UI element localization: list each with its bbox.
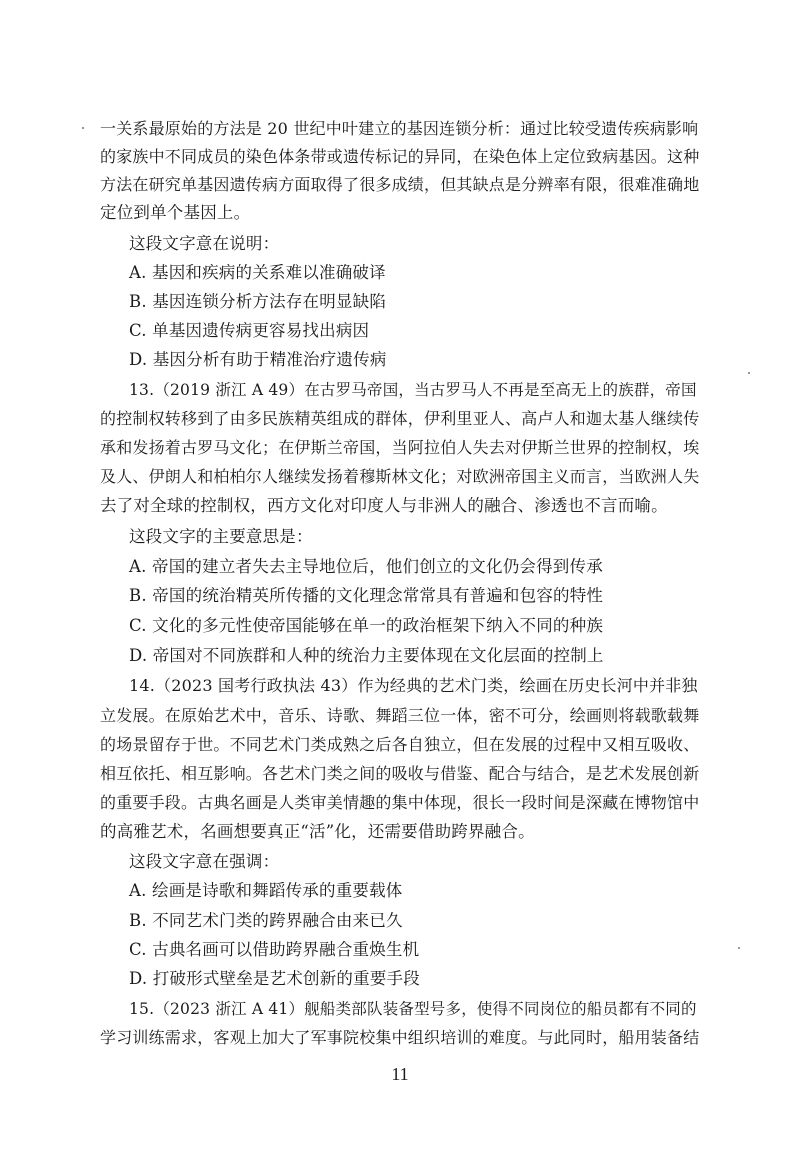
option-d: D. 帝国对不同族群和人种的统治力主要体现在文化层面的控制上 <box>129 646 604 665</box>
passage-line: 的场景留存于世。不同艺术门类成熟之后各自独立，但在发展的过程中又相互吸收、 <box>100 735 700 754</box>
page-number: 11 <box>391 1064 409 1084</box>
passage-line: 立发展。在原始艺术中，音乐、诗歌、舞蹈三位一体，密不可分，绘画则将载歌载舞 <box>100 706 700 725</box>
question-prompt: 这段文字意在说明： <box>129 234 280 253</box>
scan-speck <box>82 127 84 129</box>
option-d: D. 打破形式壁垒是艺术创新的重要手段 <box>129 969 420 988</box>
option-d: D. 基因分析有助于精准治疗遗传病 <box>129 350 387 369</box>
question-13-line: 13.（2019 浙江 A 49）在古罗马帝国，当古罗马人不再是至高无上的族群，帝国 <box>129 381 697 399</box>
scan-speck <box>748 372 750 374</box>
passage-line: 一关系最原始的方法是 20 世纪中叶建立的基因连锁分析：通过比较受遗传疾病影响 <box>100 119 699 138</box>
passage-line: 学习训练需求，客观上加大了军事院校集中组织培训的难度。与此同时，船用装备结 <box>100 1028 700 1047</box>
passage-line: 去了对全球的控制权，西方文化对印度人与非洲人的融合、渗透也不言而喻。 <box>100 496 668 515</box>
passage-line: 的控制权转移到了由多民族精英组成的群体，伊利里亚人、高卢人和迦太基人继续传 <box>100 409 700 428</box>
option-a: A. 绘画是诗歌和舞蹈传承的重要载体 <box>129 881 403 900</box>
question-15-line: 15.（2023 浙江 A 41）舰船类部队装备型号多，使得不同岗位的船员都有不同的 <box>129 1000 697 1018</box>
option-c: C. 古典名画可以借助跨界融合重焕生机 <box>129 940 420 959</box>
passage-line: 相互依托、相互影响。各艺术门类之间的吸收与借鉴、配合与结合，是艺术发展创新 <box>100 764 700 783</box>
passage-line: 的高雅艺术，名画想要真正“活”化，还需要借助跨界融合。 <box>100 822 535 841</box>
option-c: C. 单基因遗传病更容易找出病因 <box>129 321 370 340</box>
passage-line: 及人、伊朗人和柏柏尔人继续发扬着穆斯林文化；对欧洲帝国主义而言，当欧洲人失 <box>100 467 700 486</box>
option-b: B. 基因连锁分析方法存在明显缺陷 <box>129 292 387 311</box>
passage-line: 方法在研究单基因遗传病方面取得了很多成绩，但其缺点是分辨率有限，很难准确地 <box>100 175 700 194</box>
passage-line: 的重要手段。古典名画是人类审美情趣的集中体现，很长一段时间是深藏在博物馆中 <box>100 793 700 812</box>
question-prompt: 这段文字的主要意思是： <box>129 527 313 546</box>
option-a: A. 帝国的建立者失去主导地位后，他们创立的文化仍会得到传承 <box>129 557 603 576</box>
option-c: C. 文化的多元性使帝国能够在单一的政治框架下纳入不同的种族 <box>129 616 604 635</box>
question-14-line: 14.（2023 国考行政执法 43）作为经典的艺术门类，绘画在历史长河中并非独 <box>129 676 698 695</box>
option-b: B. 不同艺术门类的跨界融合由来已久 <box>129 911 403 930</box>
option-b: B. 帝国的统治精英所传播的文化理念常常具有普遍和包容的特性 <box>129 586 604 605</box>
passage-line: 的家族中不同成员的染色体条带或遗传标记的异同，在染色体上定位致病基因。这种 <box>100 147 700 166</box>
passage-line: 定位到单个基因上。 <box>100 203 251 222</box>
passage-line: 承和发扬着古罗马文化；在伊斯兰帝国，当阿拉伯人失去对伊斯兰世界的控制权，埃 <box>100 438 700 457</box>
scan-speck <box>738 947 740 949</box>
question-prompt: 这段文字意在强调： <box>129 852 280 871</box>
option-a: A. 基因和疾病的关系难以准确破译 <box>129 263 386 282</box>
